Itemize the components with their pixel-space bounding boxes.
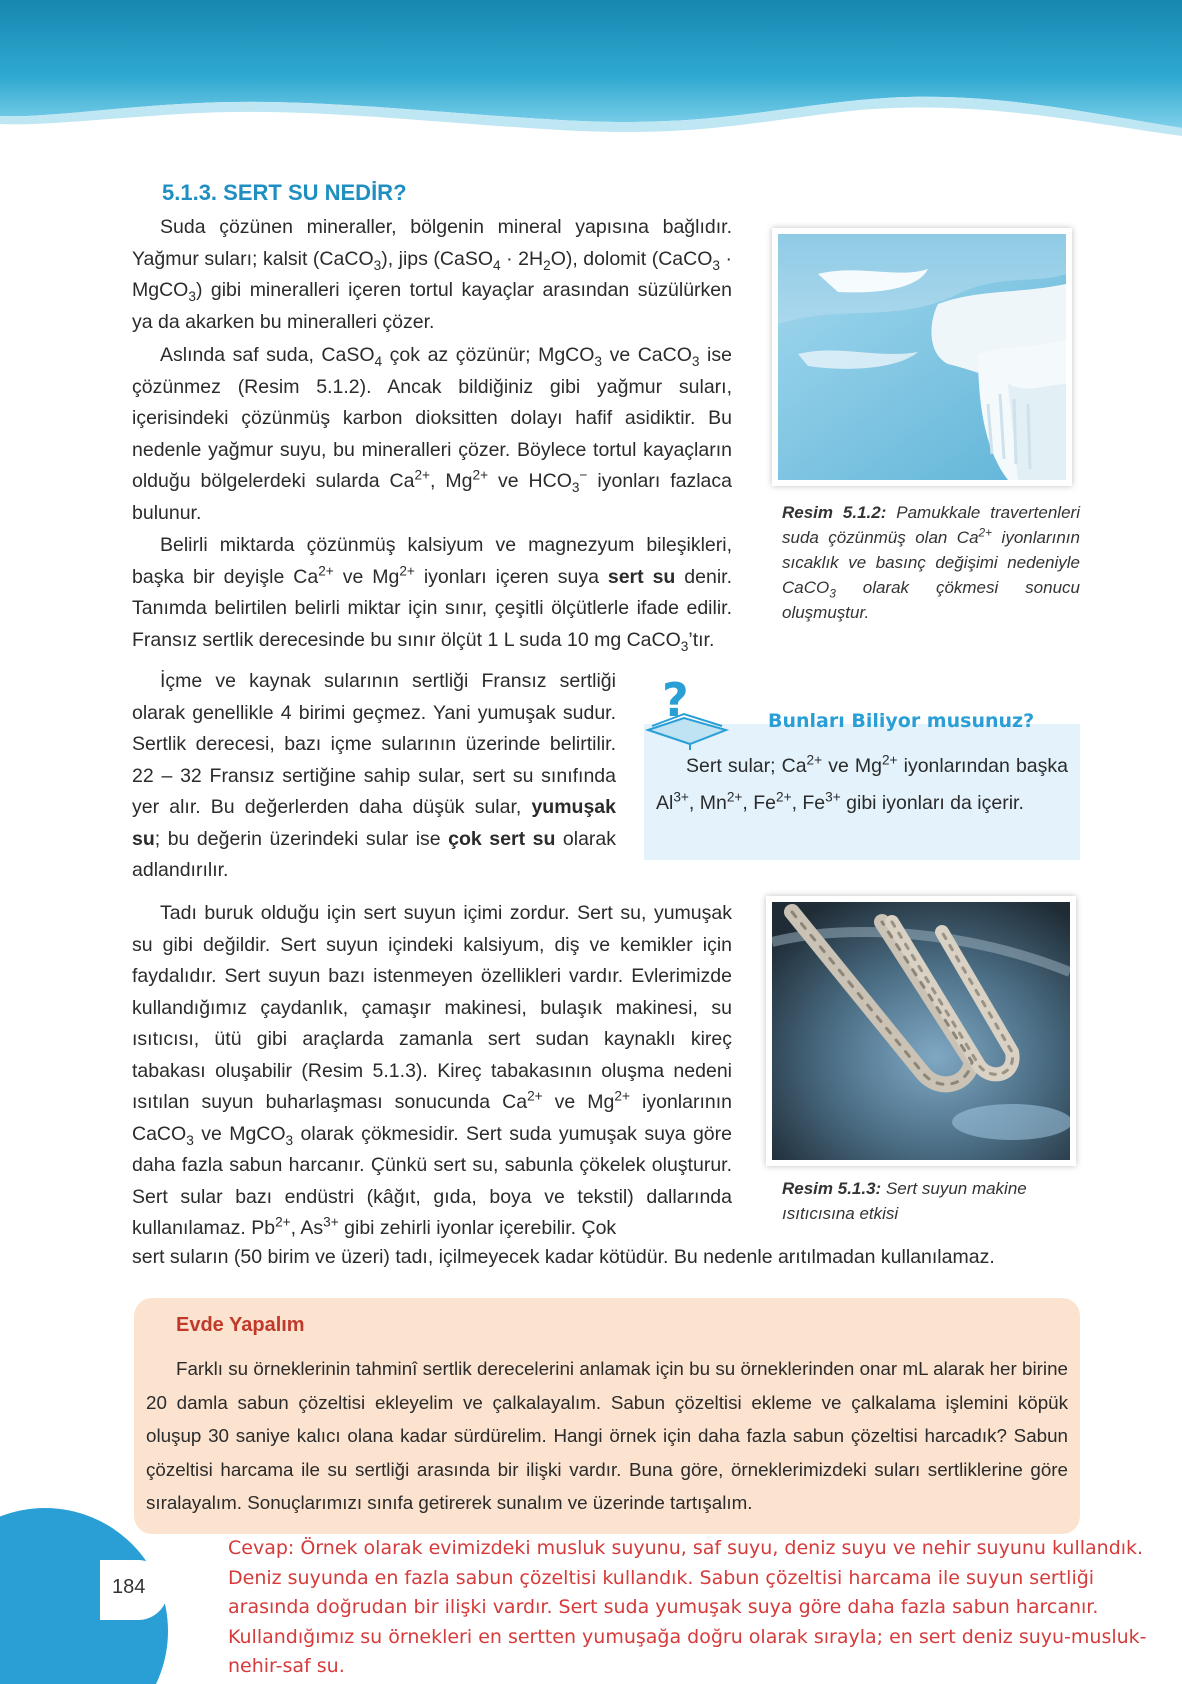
section-heading: 5.1.3. SERT SU NEDİR? — [162, 180, 407, 205]
answer-line: Deniz suyunda en fazla sabun çözeltisi kullandık. Sabun çözeltisi harcama ile suyun sertliği — [228, 1566, 1095, 1589]
paragraph-5: Tadı buruk olduğu için sert suyun içimi zordur. Sert su, yumuşak su gibi değildir. Sert suyun içindeki kalsiyum, diş ve kemikler için faydalıdır. Sert suyun bazı istenmeyen özellikleri vardır. Evlerimizde kullandığımız çaydanlık, çamaşır makinesi, bulaşık makinesi, su ısıtıcısı, ütü gibi araçlarda zamanla sert sudan kaynaklı kireç tabakası oluşabilir (Resim 5.1.3). Kireç tabakasının oluşma nedeni ısıtılan suyun buharlaşması sonucunda $Ca^{2+}$ ve $Mg^{2+}$ iyonlarının CaCO$_3$ ve MgCO$_3$ olarak çökmesidir. Sert suda yumuşak suya göre daha fazla sabun harcanır. Çünkü sert su, sabunla çökelek oluşturur. Sert sular bazı endüstri (kâğıt, gıda, boya ve tekstil) dallarında kullanılamaz. $Pb^{2+}$, $As^{3+}$ gibi zehirli iyonlar içerebilir. Çok — [132, 902, 732, 1239]
answer-line: Cevap: Örnek olarak evimizdeki musluk suyunu, saf suyu, deniz suyu ve nehir suyunu kullandık. — [228, 1537, 1144, 1559]
figure-heater — [766, 896, 1076, 1166]
paragraph-2: Aslında saf suda, CaSO$_4$ çok az çözünür; MgCO$_3$ ve CaCO$_3$ ise çözünmez (Resim 5.1.2). Ancak bildiğiniz gibi yağmur suları, içerisindeki çözünmüş karbon dioksitten dolayı hafif asidiktir. Bu nedenle yağmur suyu, bu mineralleri çözer. Böylece tortul kayaçların olduğu bölgelerdeki sularda $Ca^{2+}$, $Mg^{2+}$ ve $HCO_3^-$ iyonları fazlaca bulunur. — [132, 344, 733, 524]
paragraph-4: İçme ve kaynak sularının sertliği Fransız sertliği olarak genellikle 4 birimi geçmez. Yani yumuşak sudur. Sertlik derecesi, bazı içme sularının üzerinde belirtilir. 22 – 32 Fransız sertiğine sahip sular, sert su sınıfında yer alır. Bu değerlerden daha düşük sular, yumuşak su; bu değerin üzerindeki sular ise çok sert su olarak adlandırılır. — [132, 670, 616, 881]
paragraph-5-last-line: sert suların (50 birim ve üzeri) tadı, içilmeyecek kadar kötüdür. Bu nedenle arıtılmadan kullanılamaz. — [132, 1246, 995, 1268]
info-box-title: Bunları Biliyor musunuz? — [768, 710, 1035, 732]
answer-text — [228, 1534, 1178, 1682]
info-box-text: Sert sular; $Ca^{2+}$ ve $Mg^{2+}$ iyonlarından başka $Al^{3+}$, $Mn^{2+}$, $Fe^{2+}$, $Fe^{3+}$ gibi iyonları da içerir. — [656, 752, 1068, 814]
page-number: 184 — [112, 1576, 146, 1598]
figure-pamukkale-caption: Resim 5.1.2: Pamukkale travertenleri suda çözünmüş olan $Ca^{2+}$ iyonlarının sıcaklık ve basınç değişimi nedeniyle CaCO$_3$ olarak çökmesi sonucu oluşmuştur. — [782, 503, 1080, 622]
activity-title: Evde Yapalım — [176, 1314, 305, 1336]
question-book-icon — [642, 674, 732, 754]
activity-text: Farklı su örneklerinin tahminî sertlik derecelerini anlamak için bu su örneklerinden onar mL alarak her birine 20 damla sabun çözeltisi ekleyelim ve çalkalayalım. Sabun çözeltisi ekleme ve çalkalama işlemini köpük oluşup 30 saniye kalıcı olana kadar sürdürelim. Hangi örnek için daha fazla sabun çözeltisi harcadık? Sabun çözeltisi harcama ile su sertliği arasında bir ilişki vardır. Buna göre, örneklerimizdeki suları sertliklerine göre sıralayalım. Sonuçlarımızı sınıfa getirerek sunalım ve üzerinde tartışalım. — [146, 1358, 1068, 1513]
answer-line: arasında doğrudan bir ilişki vardır. Sert suda yumuşak suya göre daha fazla sabun harcanır. — [228, 1596, 1099, 1618]
figure-pamukkale — [772, 228, 1072, 486]
header-wave — [0, 0, 1182, 145]
svg-text:?: ? — [662, 674, 689, 727]
paragraph-1: Suda çözünen mineraller, bölgenin mineral yapısına bağlıdır. Yağmur suları; kalsit (CaCO$_3$), jips (CaSO$_4$ · $2H_2O$), dolomit (CaCO$_3$ · MgCO$_3$) gibi mineralleri içeren tortul kayaçlar arasından süzülürken ya da akarken bu mineralleri çözer. — [132, 216, 732, 333]
answer-line: Kullandığımız su örnekleri en sertten yumuşağa doğru olarak sırayla; en sert deniz suyu-musluk- — [228, 1625, 1147, 1648]
pamukkale-image — [778, 234, 1066, 480]
answer-line: nehir-saf su. — [228, 1655, 345, 1677]
figure-heater-caption: Resim 5.1.3: Sert suyun makine ısıtıcısına etkisi — [782, 1179, 1027, 1223]
paragraph-3: Belirli miktarda çözünmüş kalsiyum ve magnezyum bileşikleri, başka bir deyişle $Ca^{2+}$ ve $Mg^{2+}$ iyonları içeren suya sert su denir. Tanımda belirtilen belirli miktar için sınır, çeşitli ölçütlerle ifade edilir. Fransız sertlik derecesinde bu sınır ölçüt 1 L suda 10 mg CaCO$_3$’tır. — [132, 534, 732, 654]
heater-image — [772, 902, 1070, 1160]
